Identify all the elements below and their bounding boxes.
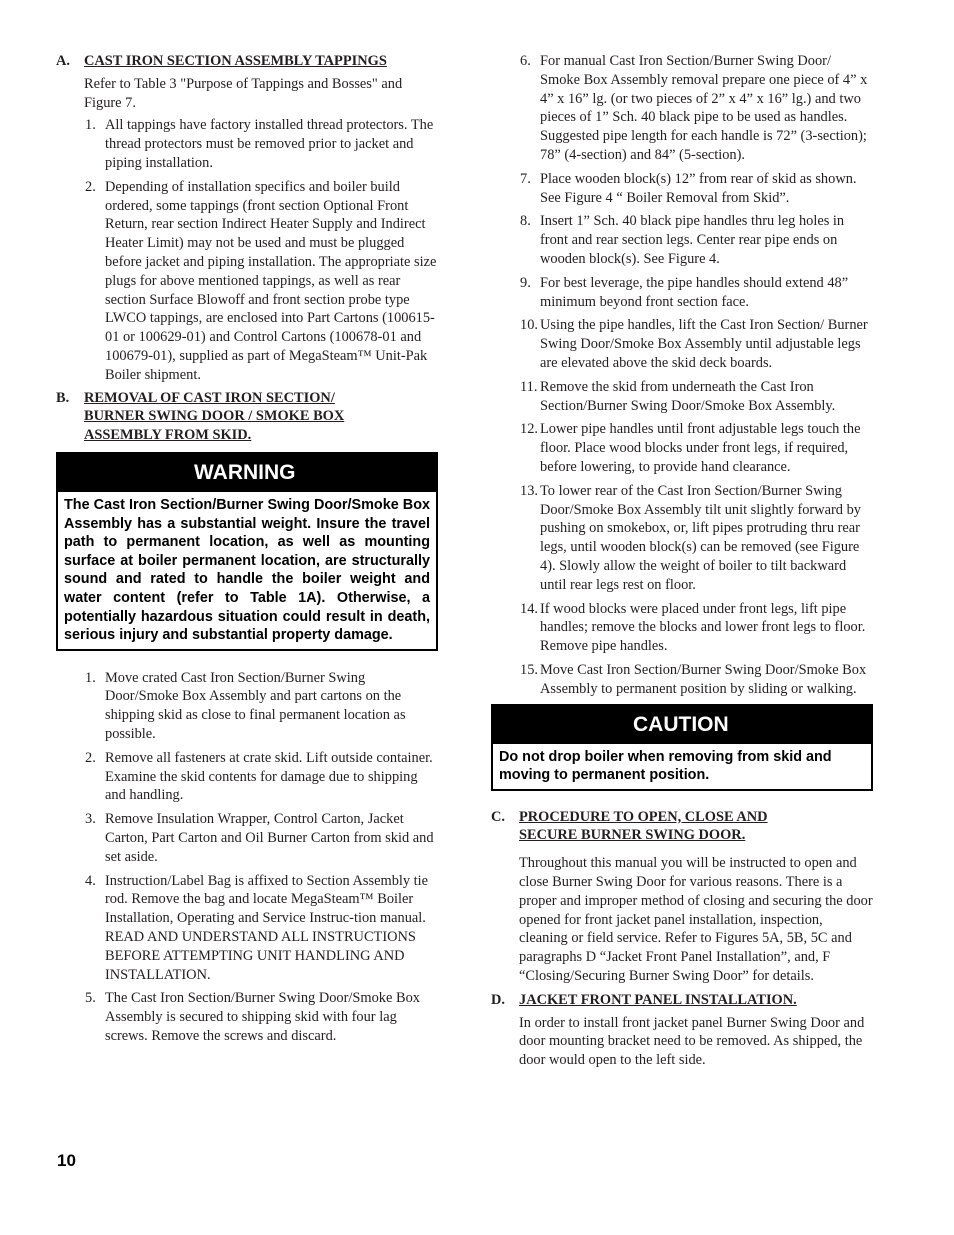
- list-item-text: Move Cast Iron Section/Burner Swing Door/Smoke Box Assembly to permanent position by sliding or walking.: [540, 661, 867, 697]
- list-item-text: If wood blocks were placed under front legs, lift pipe handles; remove the blocks and lower front legs to floor. Remove pipe handles.: [540, 600, 866, 655]
- section-d-text: In order to install front jacket panel Burner Swing Door and door mounting bracket need to be removed. As shipped, the door would open to the left side.: [519, 1014, 865, 1069]
- caution-text: Do not drop boiler when removing from skid and moving to permanent position.: [499, 748, 832, 784]
- list-item: [491, 170, 873, 208]
- list-item-text: Instruction/Label Bag is affixed to Section Assembly tie rod. Remove the bag and locate MegaSteam™ Boiler Installation, Operating and Service Instruc-tion manual. READ AND UNDERSTAND ALL INSTRUCTIONS BEFORE ATTEMPTING UNIT HANDLING AND INSTALLATION.: [105, 872, 429, 983]
- section-b-list-right: [491, 52, 873, 699]
- section-d-heading: [491, 991, 873, 1010]
- list-item: [491, 274, 873, 312]
- list-item-text: For manual Cast Iron Section/Burner Swing Door/ Smoke Box Assembly removal prepare one piece of 4” x 4” x 16” lg. (or two pieces of 2” x 4” x 16” lg.) and two pieces of 1” Sch. 40 black pipe to be used as handles. Suggested pipe length for each handle is 72” (3-section); 78” (4-section) and 84” (5-section).: [540, 53, 868, 163]
- section-a-letter: A.: [56, 53, 70, 69]
- list-item-number: 4.: [85, 872, 96, 889]
- right-column: [491, 52, 873, 1070]
- list-item-number: 7.: [520, 170, 531, 187]
- list-item: [491, 52, 873, 165]
- list-item: [491, 482, 873, 595]
- section-c-heading: [491, 808, 873, 846]
- list-item: [56, 669, 438, 744]
- list-item-text: All tappings have factory installed thread protectors. The thread protectors must be removed prior to jacket and piping installation.: [105, 117, 434, 171]
- list-item-number: 5.: [85, 990, 96, 1007]
- list-item-text: Remove the skid from underneath the Cast Iron Section/Burner Swing Door/Smoke Box Assembly.: [540, 378, 836, 414]
- list-item-number: 2.: [85, 749, 96, 766]
- section-a-heading: [56, 52, 438, 71]
- list-item: [491, 316, 873, 372]
- section-a-list: [56, 116, 438, 384]
- list-item-text: Remove all fasteners at crate skid. Lift outside container. Examine the skid contents for damage due to shipping and handling.: [105, 749, 433, 804]
- section-a-intro: Refer to Table 3 "Purpose of Tappings and Bosses" and Figure 7.: [84, 75, 403, 111]
- list-item-number: 15.: [520, 661, 538, 678]
- list-item-number: 8.: [520, 213, 531, 230]
- list-item: [491, 378, 873, 416]
- warning-box: [56, 452, 438, 651]
- page-number: 10: [57, 1151, 76, 1170]
- list-item-number: 2.: [85, 178, 96, 195]
- list-item-number: 1.: [85, 117, 96, 134]
- list-item: [56, 989, 438, 1045]
- section-c-title: PROCEDURE TO OPEN, CLOSE AND SECURE BURNER SWING DOOR.: [519, 808, 768, 844]
- section-b-letter: B.: [56, 389, 70, 406]
- list-item-text: Place wooden block(s) 12” from rear of skid as shown. See Figure 4 “ Boiler Removal from Skid”.: [540, 170, 857, 206]
- caution-box: [491, 704, 873, 791]
- list-item-text: To lower rear of the Cast Iron Section/Burner Swing Door/Smoke Box Assembly tilt unit slightly forward by pushing on smokebox, or, lift pipes protruding thru rear legs, until wooden block(s) can be removed (see Figure 4). Slowly allow the weight of boiler to tilt backward until rear legs rest on floor.: [540, 482, 861, 593]
- list-item-number: 3.: [85, 811, 96, 828]
- list-item-number: 11.: [520, 378, 538, 395]
- list-item: [491, 600, 873, 656]
- section-b-title: REMOVAL OF CAST IRON SECTION/ BURNER SWING DOOR / SMOKE BOX ASSEMBLY FROM SKID.: [84, 389, 345, 444]
- list-item-number: 9.: [520, 274, 531, 291]
- list-item-text: Depending of installation specifics and boiler build ordered, some tappings (front section Optional Front Return, rear section Indirect Heater Supply and Indirect Heater Limit) may not be used and must be plugged before jacket and piping installation. The appropriate size plugs for above mentioned tappings, as well as rear section Surface Blowoff and front section probe type LWCO tappings, are enclosed into Part Cartons (100615-01 or 100629-01) and Control Cartons (100678-01 and 100679-01), supplied as part of MegaSteam™ Unit-Pak Boiler shipment.: [105, 178, 437, 383]
- left-column: [56, 52, 438, 1051]
- list-item-text: The Cast Iron Section/Burner Swing Door/Smoke Box Assembly is secured to shipping skid with four lag screws. Remove the screws and discard.: [105, 990, 420, 1045]
- list-item-number: 1.: [85, 669, 96, 686]
- section-b-list-left: [56, 669, 438, 1046]
- list-item-number: 12.: [520, 421, 538, 438]
- list-item: [56, 749, 438, 805]
- warning-text: The Cast Iron Section/Burner Swing Door/Smoke Box Assembly has a substantial weight. Insure the travel path to permanent location, as well as mounting surface at boiler permanent location, are structurally sound and rated to handle the boiler weight and water content (refer to Table 1A). Otherwise, a potentially hazardous situation could result in death, serious injury and substantial property damage.: [64, 496, 430, 644]
- list-item: [56, 178, 438, 385]
- list-item-number: 10.: [520, 317, 538, 334]
- caution-title: CAUTION: [493, 706, 871, 744]
- section-c-text: Throughout this manual you will be instructed to open and close Burner Swing Door for various reasons. There is a proper and improper method of closing and securing the door opened for front jacket panel installation, inspection, cleaning or field service. Refer to Figures 5A, 5B, 5C and paragraphs D “Jacket Front Panel Installation”, and, F “Closing/Securing Burner Swing Door” for details.: [519, 855, 873, 985]
- list-item-number: 13.: [520, 482, 538, 499]
- list-item-text: Move crated Cast Iron Section/Burner Swing Door/Smoke Box Assembly and part cartons on the shipping skid as close to final permanent location as possible.: [105, 669, 406, 743]
- list-item-text: For best leverage, the pipe handles should extend 48” minimum beyond front section face.: [540, 274, 849, 310]
- list-item: [56, 810, 438, 866]
- list-item: [491, 212, 873, 268]
- list-item: [491, 661, 873, 699]
- list-item-text: Insert 1” Sch. 40 black pipe handles thru leg holes in front and rear section legs. Center rear pipe ends on wooden block(s). See Figure 4.: [540, 213, 845, 267]
- list-item-number: 14.: [520, 600, 538, 617]
- list-item: [56, 116, 438, 172]
- list-item-number: 6.: [520, 53, 531, 69]
- section-a-title: CAST IRON SECTION ASSEMBLY TAPPINGS: [84, 53, 387, 69]
- section-d-letter: D.: [491, 991, 505, 1008]
- warning-title: WARNING: [58, 454, 436, 492]
- list-item: [56, 872, 438, 985]
- section-d-title: JACKET FRONT PANEL INSTALLATION.: [519, 991, 797, 1008]
- section-c-letter: C.: [491, 808, 505, 825]
- list-item-text: Remove Insulation Wrapper, Control Carton, Jacket Carton, Part Carton and Oil Burner Carton from skid and set aside.: [105, 811, 434, 865]
- list-item-text: Using the pipe handles, lift the Cast Iron Section/ Burner Swing Door/Smoke Box Assembly until adjustable legs are elevated above the skid deck boards.: [540, 317, 868, 371]
- section-b-heading: [56, 389, 438, 445]
- list-item-text: Lower pipe handles until front adjustable legs touch the floor. Place wood blocks under front legs, if required, before lowering, to provide hand clearance.: [540, 421, 861, 475]
- list-item: [491, 420, 873, 476]
